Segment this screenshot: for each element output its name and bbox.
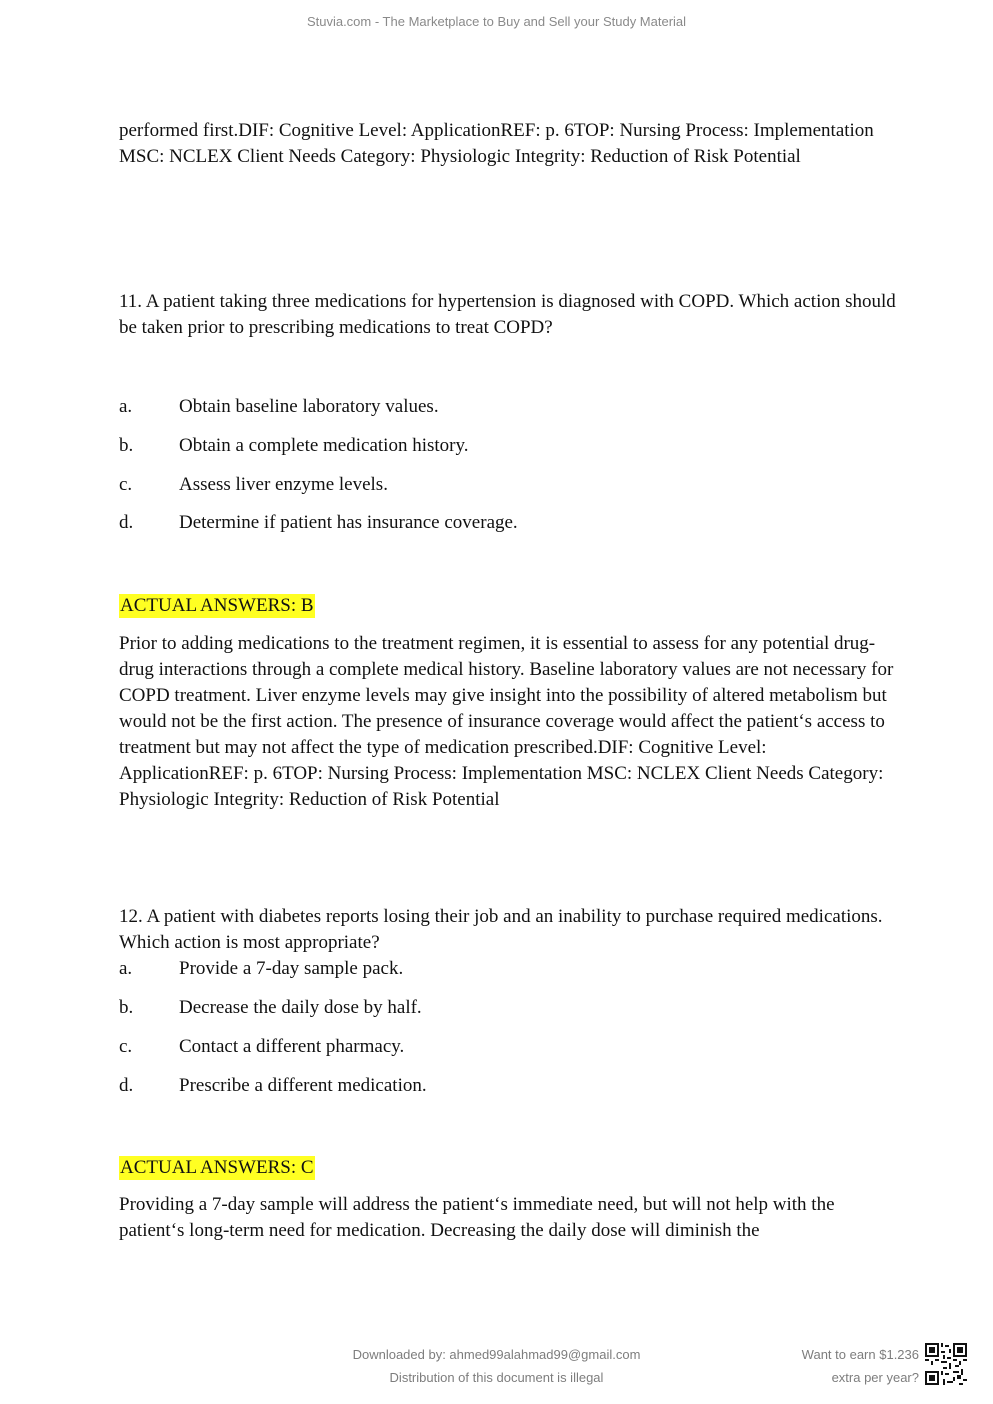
option-text: Obtain baseline laboratory values. [179, 396, 439, 417]
q11-option-a [119, 394, 439, 420]
q11-answer-highlight: ACTUAL ANSWERS: B [120, 595, 314, 616]
qr-code-icon[interactable] [925, 1343, 967, 1385]
option-text: Determine if patient has insurance coverage. [179, 512, 518, 533]
q11-rationale: Prior to adding medications to the treatment regimen, it is essential to assess for any potential drug- drug interactions through a complete medical history. Baseline laboratory values are not necessary for COPD treatment. Liver enzyme levels may give insight into the possibility of altered metabolism but would not be the first action. The presence of insurance coverage would affect the patient‘s access to treatment but may not affect the type of medication prescribed.DIF: Cognitive Level: ApplicationREF: p. 6TOP: Nursing Process: Implementation MSC: NCLEX Client Needs Category: Physiologic Integrity: Reduction of Risk Potential [119, 633, 894, 810]
earn-promo-line1[interactable]: Want to earn $1.236 [801, 1347, 919, 1362]
q12-option-a [119, 956, 403, 982]
q12-rationale: Providing a 7-day sample will address the patient‘s immediate need, but will not help with the patient‘s long-term need for medication. Decreasing the daily dose will diminish the [119, 1194, 835, 1241]
downloaded-by-text: Downloaded by: ahmed99alahmad99@gmail.com [352, 1347, 641, 1362]
option-letter: a. [119, 958, 133, 979]
option-letter: c. [119, 474, 133, 495]
q11-option-b [119, 433, 469, 459]
option-text: Provide a 7-day sample pack. [179, 958, 404, 979]
question-11: 11. A patient taking three medications for hypertension is diagnosed with COPD. Which action should be taken prior to prescribing medications to treat COPD? [119, 291, 896, 338]
page-header: Stuvia.com - The Marketplace to Buy and Sell your Study Material [306, 14, 687, 29]
option-letter: b. [119, 435, 134, 456]
q12-option-d [119, 1073, 427, 1099]
option-text: Assess liver enzyme levels. [179, 474, 388, 495]
option-text: Decrease the daily dose by half. [179, 997, 422, 1018]
option-text: Contact a different pharmacy. [179, 1036, 405, 1057]
q12-option-c [119, 1034, 404, 1060]
q11-option-d [119, 510, 518, 536]
option-letter: b. [119, 997, 134, 1018]
option-text: Obtain a complete medication history. [179, 435, 469, 456]
earn-promo-line2[interactable]: extra per year? [831, 1370, 919, 1385]
q12-option-b [119, 995, 422, 1021]
question-12: 12. A patient with diabetes reports losing their job and an inability to purchase required medications. Which action is most appropriate? [119, 906, 883, 953]
intro-paragraph: performed first.DIF: Cognitive Level: ApplicationREF: p. 6TOP: Nursing Process: Implementation MSC: NCLEX Client Needs Category: Physiologic Integrity: Reduction of Risk Potential [119, 120, 874, 167]
option-letter: a. [119, 396, 133, 417]
q11-option-c [119, 472, 388, 498]
distribution-notice: Distribution of this document is illegal [389, 1370, 604, 1385]
q12-answer-highlight: ACTUAL ANSWERS: C [120, 1157, 314, 1178]
option-letter: d. [119, 512, 134, 533]
option-letter: c. [119, 1036, 133, 1057]
option-letter: d. [119, 1075, 134, 1096]
option-text: Prescribe a different medication. [179, 1075, 427, 1096]
